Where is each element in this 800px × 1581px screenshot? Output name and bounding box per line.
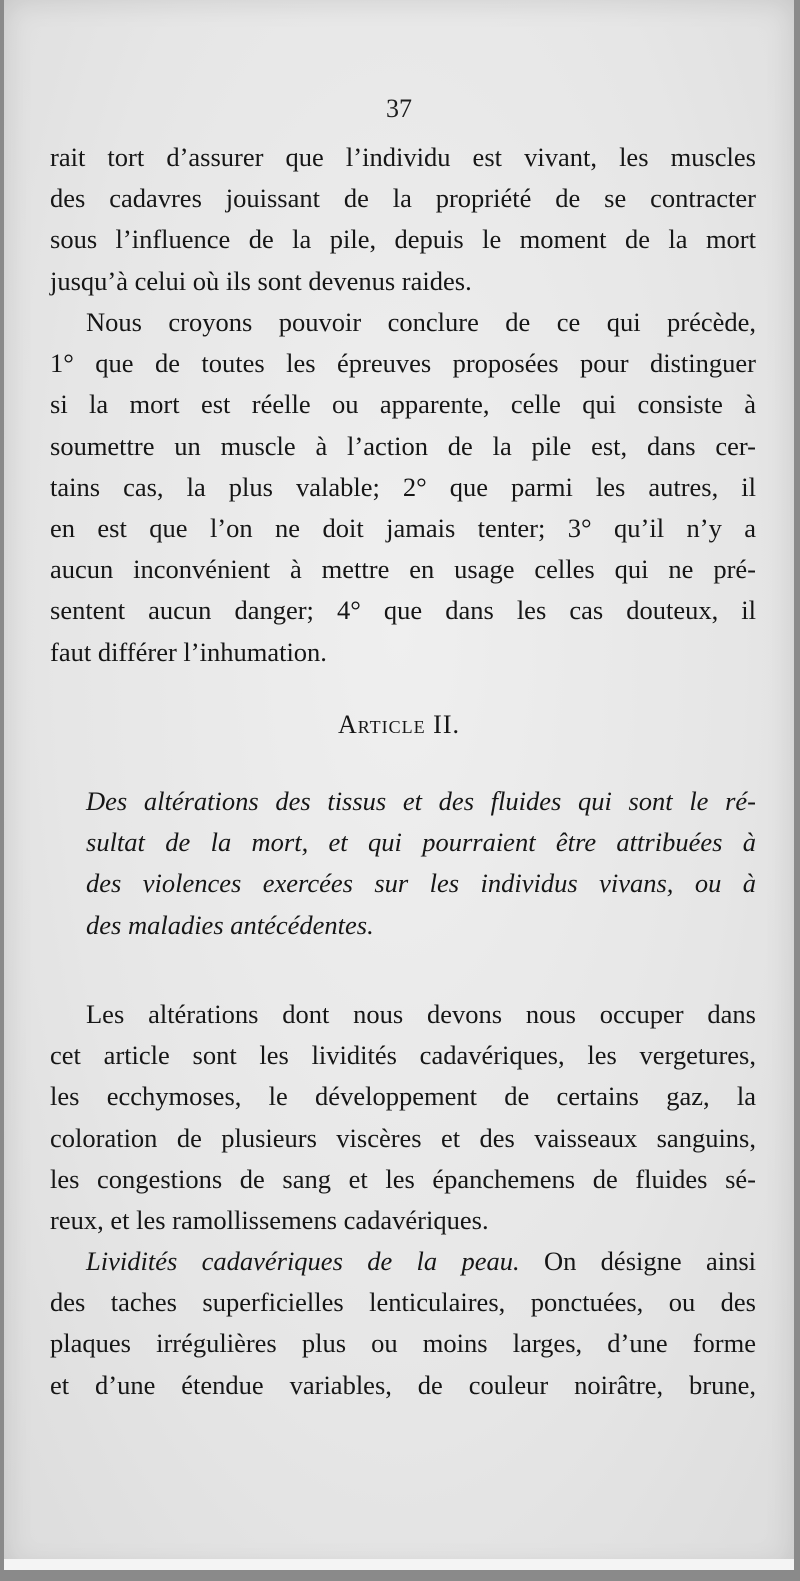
- book-page: [4, 0, 794, 1570]
- text-line: Nous croyons pouvoir conclure de ce qui précède,: [86, 307, 756, 337]
- text-line: Des altérations des tissus et des fluides qui sont le ré-: [86, 786, 756, 816]
- text-line: Les altérations dont nous devons nous occuper dans: [86, 999, 756, 1029]
- paragraph-2: [50, 302, 756, 673]
- page-number: 37: [386, 94, 412, 123]
- text-line: coloration de plusieurs viscères et des vaisseaux sanguins,: [50, 1122, 756, 1153]
- text-line: rait tort d’assurer que l’individu est vivant, les muscles: [50, 142, 756, 172]
- text-line: des cadavres jouissant de la propriété de se contracter: [50, 183, 756, 214]
- paragraph-1: [50, 137, 756, 302]
- text-line: plaques irrégulières plus ou moins larges, d’une forme: [50, 1328, 756, 1359]
- text-line: sentent aucun danger; 4° que dans les cas douteux, il: [50, 595, 756, 626]
- article-heading: Article II.: [337, 710, 460, 739]
- text-line: des maladies antécédentes.: [86, 909, 374, 940]
- paragraph-3: [50, 994, 756, 1241]
- text-line: faut différer l’inhumation.: [50, 636, 327, 667]
- text-line: en est que l’on ne doit jamais tenter; 3° qu’il n’y a: [50, 512, 756, 543]
- section-lead: Lividités cadavériques de la peau.: [86, 1246, 520, 1276]
- text-line: cet article sont les lividités cadavériques, les vergetures,: [50, 1040, 756, 1071]
- text-line: des violences exercées sur les individus vivans, ou à: [86, 868, 756, 899]
- text-line: si la mort est réelle ou apparente, celle qui consiste à: [50, 389, 756, 420]
- paragraph-4: [50, 1241, 756, 1406]
- text-line: jusqu’à celui où ils sont devenus raides.: [50, 265, 472, 296]
- text-line: aucun inconvénient à mettre en usage celles qui ne pré-: [50, 554, 756, 585]
- text-line: tains cas, la plus valable; 2° que parmi les autres, il: [50, 471, 756, 502]
- text-line: les ecchymoses, le développement de certains gaz, la: [50, 1081, 756, 1112]
- text-line: sultat de la mort, et qui pourraient être attribuées à: [86, 827, 756, 858]
- text-line: les congestions de sang et les épanchemens de fluides sé-: [50, 1163, 756, 1194]
- text-line: des taches superficielles lenticulaires, ponctuées, ou des: [50, 1287, 756, 1318]
- text-line: [50, 1241, 756, 1282]
- text-line: et d’une étendue variables, de couleur noirâtre, brune,: [50, 1369, 756, 1400]
- page-edge: [4, 1559, 794, 1570]
- section-lead-rest: On désigne ainsi: [519, 1246, 757, 1276]
- text-line: soumettre un muscle à l’action de la pile est, dans cer-: [50, 430, 756, 461]
- text-line: reux, et les ramollissemens cadavériques.: [50, 1204, 489, 1235]
- text-line: sous l’influence de la pile, depuis le moment de la mort: [50, 224, 756, 255]
- text-line: 1° que de toutes les épreuves proposées pour distinguer: [50, 348, 756, 379]
- article-subtitle: [50, 781, 756, 946]
